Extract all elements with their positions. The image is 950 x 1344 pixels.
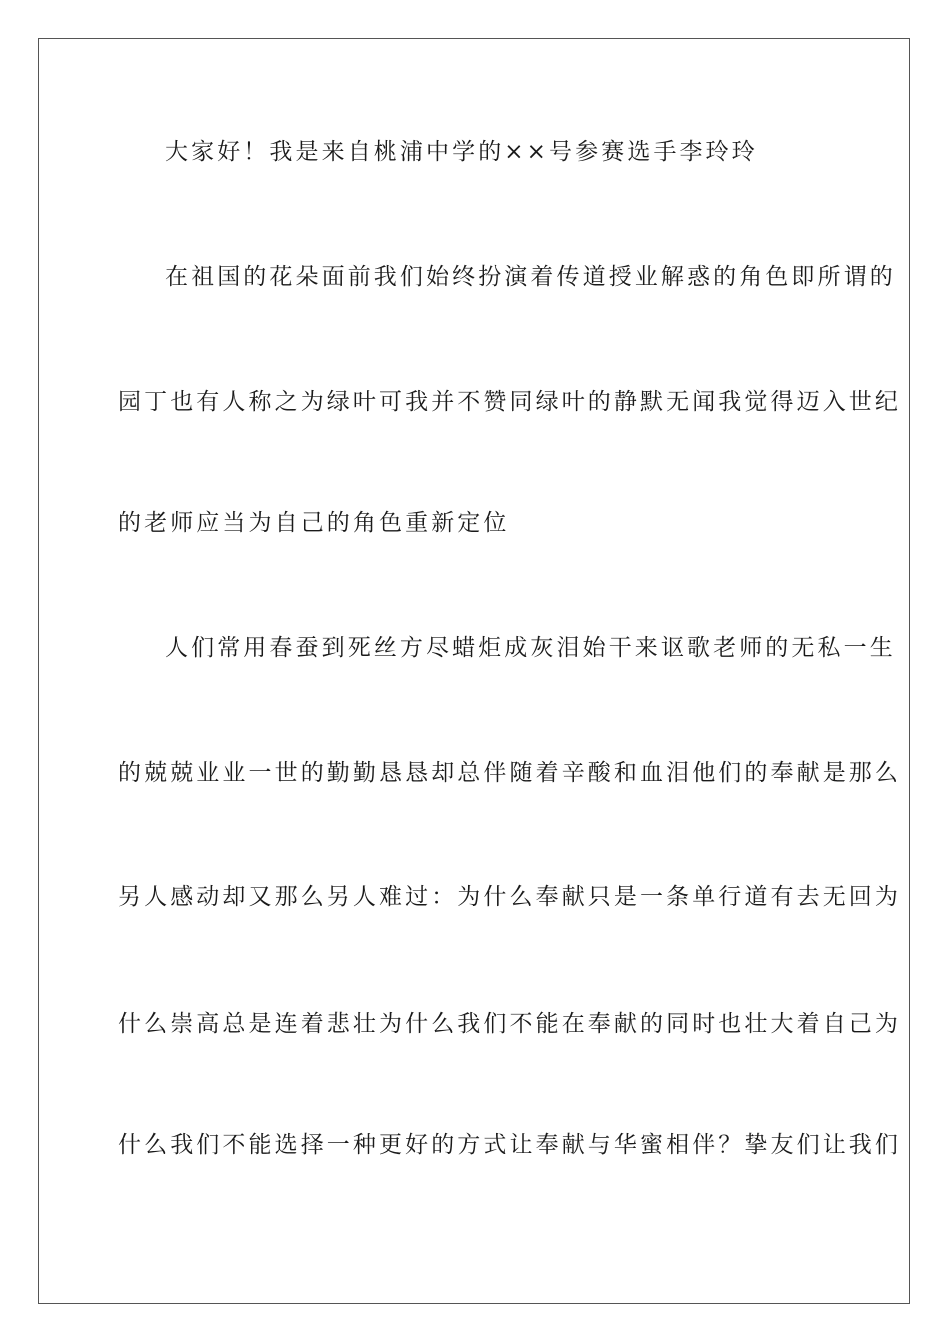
text-line-8: 什么崇高总是连着悲壮为什么我们不能在奉献的同时也壮大着自己为: [118, 1011, 901, 1037]
page-frame: [38, 38, 910, 1304]
text-line-3: 园丁也有人称之为绿叶可我并不赞同绿叶的静默无闻我觉得迈入世纪: [118, 389, 901, 415]
text-line-6: 的兢兢业业一世的勤勤恳恳却总伴随着辛酸和血泪他们的奉献是那么: [118, 760, 901, 786]
text-line-1: 大家好！我是来自桃浦中学的××号参赛选手李玲玲: [165, 139, 758, 165]
text-line-2: 在祖国的花朵面前我们始终扮演着传道授业解惑的角色即所谓的: [165, 264, 896, 290]
text-line-4: 的老师应当为自己的角色重新定位: [118, 510, 510, 536]
text-line-5: 人们常用春蚕到死丝方尽蜡炬成灰泪始干来讴歌老师的无私一生: [165, 635, 896, 661]
text-line-7: 另人感动却又那么另人难过：为什么奉献只是一条单行道有去无回为: [118, 884, 901, 910]
text-line-9: 什么我们不能选择一种更好的方式让奉献与华蜜相伴？挚友们让我们: [118, 1132, 901, 1158]
